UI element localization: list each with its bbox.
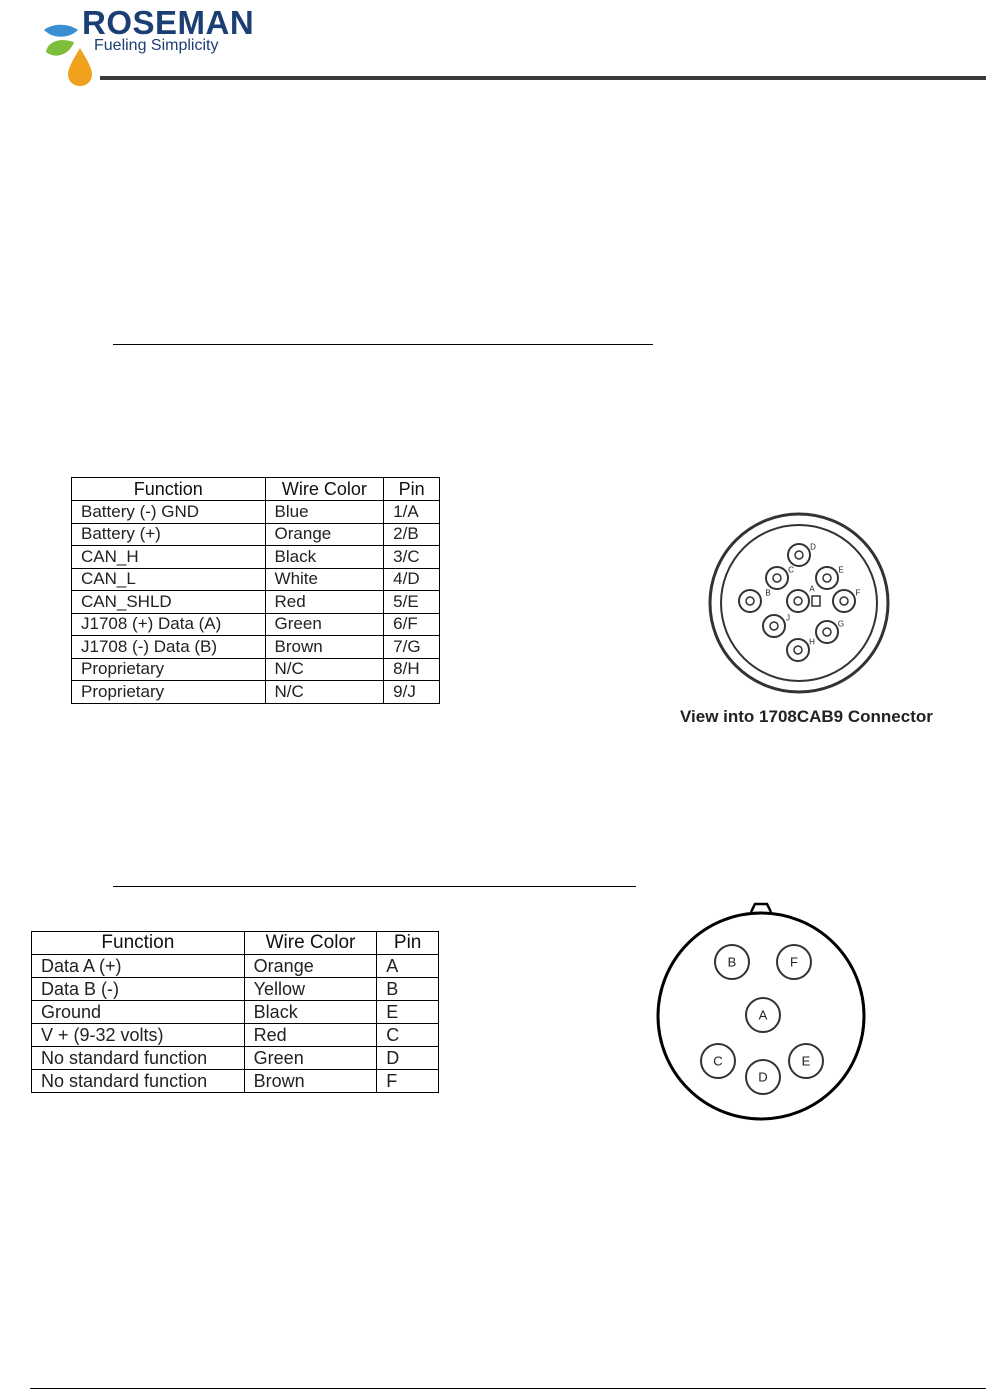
header-rule — [100, 76, 986, 80]
cell-pin: A — [377, 955, 439, 978]
pinout-table-j1708 — [31, 931, 439, 1093]
table-row — [72, 546, 440, 569]
cell-function: Data B (-) — [32, 978, 245, 1001]
cell-pin: 7/G — [384, 636, 440, 659]
cell-pin: 1/A — [384, 501, 440, 524]
table-row — [72, 568, 440, 591]
cell-function: J1708 (-) Data (B) — [72, 636, 266, 659]
table-row — [72, 591, 440, 614]
connector-key-marker — [812, 596, 820, 606]
svg-text:D: D — [758, 1069, 768, 1085]
cell-pin: D — [377, 1047, 439, 1070]
header-wire-color: Wire Color — [244, 932, 377, 955]
connector-pin-d — [788, 543, 816, 567]
connector-pin-h — [787, 638, 815, 662]
svg-text:G: G — [837, 619, 845, 629]
table-header-row — [32, 932, 439, 955]
header-function: Function — [32, 932, 245, 955]
cell-wire-color: N/C — [265, 681, 384, 704]
svg-text:J: J — [786, 613, 790, 623]
cell-function: Proprietary — [72, 681, 266, 704]
connector-j1708-diagram — [655, 900, 870, 1125]
table-row — [32, 978, 439, 1001]
cell-pin: B — [377, 978, 439, 1001]
connector-pin-f — [833, 589, 861, 613]
cell-wire-color: Black — [265, 546, 384, 569]
connector-pin-b — [739, 589, 771, 613]
table-row — [72, 501, 440, 524]
cell-function: Proprietary — [72, 658, 266, 681]
connector-pin-c — [766, 566, 794, 590]
cell-function: V + (9-32 volts) — [32, 1024, 245, 1047]
cell-pin: E — [377, 1001, 439, 1024]
svg-text:C: C — [713, 1053, 723, 1069]
svg-text:B: B — [727, 954, 737, 970]
cell-wire-color: Orange — [265, 523, 384, 546]
table-row — [72, 658, 440, 681]
cell-wire-color: N/C — [265, 658, 384, 681]
svg-text:H: H — [809, 637, 815, 647]
cell-function: Ground — [32, 1001, 245, 1024]
cell-pin: 4/D — [384, 568, 440, 591]
cell-function: Battery (+) — [72, 523, 266, 546]
connector-pin-g — [816, 620, 844, 644]
cell-wire-color: Brown — [244, 1070, 377, 1093]
connector-pin-a — [746, 998, 780, 1032]
table-row — [32, 1001, 439, 1024]
brand-tagline: Fueling Simplicity — [94, 37, 219, 54]
header-pin: Pin — [384, 478, 440, 501]
svg-text:A: A — [809, 584, 815, 594]
connector-pin-j — [763, 614, 790, 638]
connector-pin-b — [715, 945, 749, 979]
header-pin: Pin — [377, 932, 439, 955]
pinout-table-1708cab9 — [71, 477, 440, 704]
cell-function: No standard function — [32, 1070, 245, 1093]
cell-wire-color: Blue — [265, 501, 384, 524]
table-row — [72, 613, 440, 636]
cell-pin: C — [377, 1024, 439, 1047]
table-header-row — [72, 478, 440, 501]
cell-wire-color: Red — [265, 591, 384, 614]
cell-pin: 8/H — [384, 658, 440, 681]
cell-wire-color: Black — [244, 1001, 377, 1024]
svg-text:F: F — [790, 954, 798, 970]
cell-function: Data A (+) — [32, 955, 245, 978]
connector-1708cab9-diagram — [706, 510, 892, 696]
brand-name: ROSEMAN — [82, 4, 255, 41]
svg-text:A: A — [758, 1007, 768, 1023]
cell-function: J1708 (+) Data (A) — [72, 613, 266, 636]
cell-wire-color: Green — [244, 1047, 377, 1070]
connector-pin-d — [746, 1060, 780, 1094]
section-1-heading-underline — [113, 344, 653, 345]
cell-wire-color: Brown — [265, 636, 384, 659]
cell-pin: 2/B — [384, 523, 440, 546]
header-function: Function — [72, 478, 266, 501]
table-row — [32, 1070, 439, 1093]
footer-rule — [30, 1388, 986, 1389]
table-row — [72, 636, 440, 659]
cell-pin: F — [377, 1070, 439, 1093]
cell-pin: 3/C — [384, 546, 440, 569]
cell-function: CAN_SHLD — [72, 591, 266, 614]
connector-pin-f — [777, 945, 811, 979]
svg-text:D: D — [810, 542, 816, 552]
cell-function: No standard function — [32, 1047, 245, 1070]
connector-pin-e — [789, 1044, 823, 1078]
connector-pin-a — [787, 585, 815, 613]
cell-function: Battery (-) GND — [72, 501, 266, 524]
svg-text:B: B — [765, 588, 771, 598]
connector-pin-e — [816, 566, 844, 590]
cell-wire-color: Green — [265, 613, 384, 636]
svg-text:C: C — [788, 565, 794, 575]
svg-text:F: F — [855, 588, 861, 598]
cell-wire-color: White — [265, 568, 384, 591]
cell-wire-color: Yellow — [244, 978, 377, 1001]
cell-pin: 6/F — [384, 613, 440, 636]
cell-wire-color: Orange — [244, 955, 377, 978]
cell-wire-color: Red — [244, 1024, 377, 1047]
svg-text:E: E — [801, 1053, 811, 1069]
cell-function: CAN_H — [72, 546, 266, 569]
table-row — [32, 1047, 439, 1070]
header-wire-color: Wire Color — [265, 478, 384, 501]
cell-pin: 5/E — [384, 591, 440, 614]
table-row — [72, 681, 440, 704]
table-row — [32, 955, 439, 978]
table-row — [72, 523, 440, 546]
connector-1-caption: View into 1708CAB9 Connector — [680, 707, 933, 726]
cell-pin: 9/J — [384, 681, 440, 704]
svg-text:E: E — [838, 565, 844, 575]
connector-pin-c — [701, 1044, 735, 1078]
section-2-heading-underline — [113, 886, 636, 887]
cell-function: CAN_L — [72, 568, 266, 591]
table-row — [32, 1024, 439, 1047]
